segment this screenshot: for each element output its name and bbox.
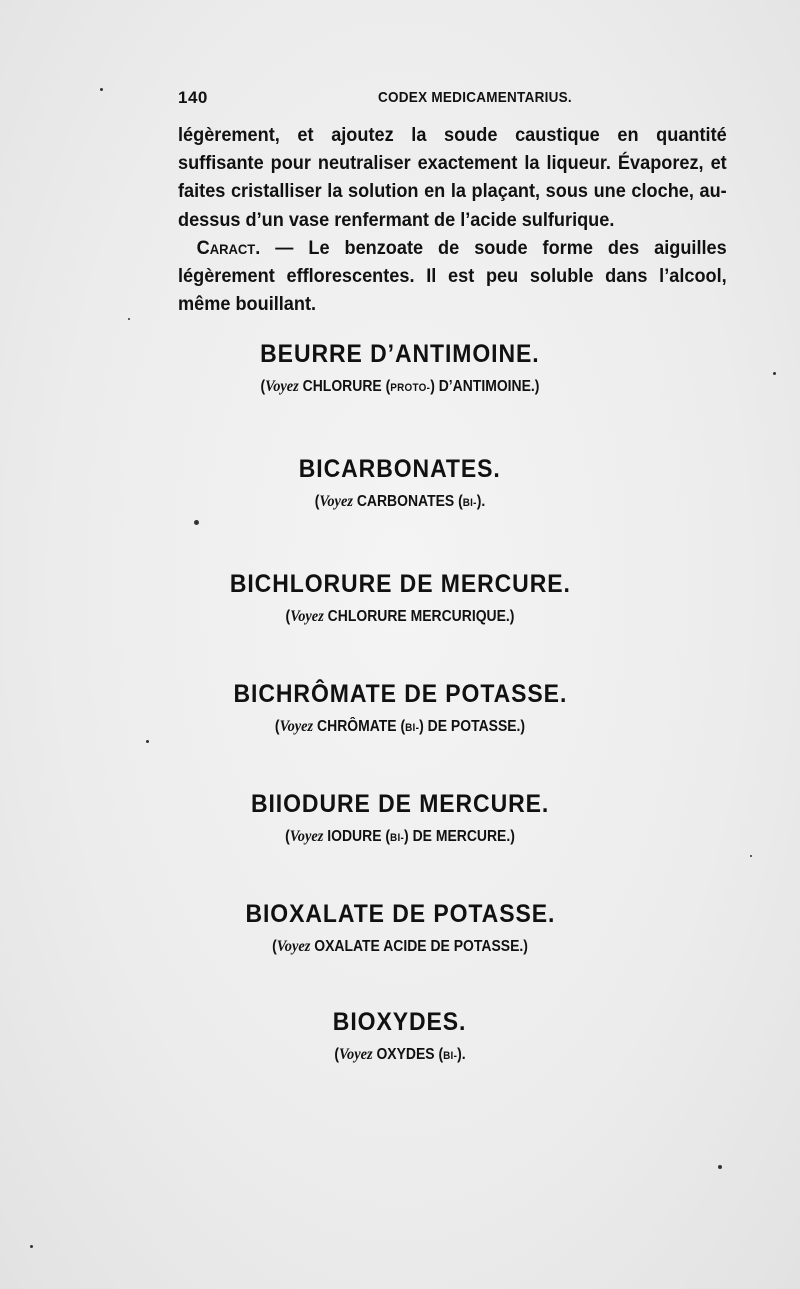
paragraph-characteristics: [178, 234, 727, 319]
entry-cross-reference: (Voyez CARBONATES (BI-).: [314, 493, 486, 510]
voyez-word: Voyez: [319, 493, 353, 510]
running-head: CODEX MEDICAMENTARIUS.: [378, 89, 572, 106]
voyez-word: Voyez: [279, 718, 314, 735]
entry-biiodure-mercure: [0, 790, 800, 846]
body-text: [178, 121, 727, 318]
entry-cross-reference: (Voyez CHRÔMATE (BI-) DE POTASSE.): [274, 718, 526, 735]
entry-title: BIOXALATE DE POTASSE.: [245, 900, 555, 928]
paper-speck: [194, 520, 199, 525]
entry-cross-reference: (Voyez CHLORURE (PROTO-) D’ANTIMOINE.): [260, 378, 540, 395]
paper-speck: [30, 1245, 33, 1248]
entry-title: BICHLORURE DE MERCURE.: [229, 570, 571, 598]
entry-title: BIOXYDES.: [333, 1008, 467, 1036]
caract-text: — Le benzoate de soude forme des aiguilles légèrement efflorescentes. Il est peu soluble dans l’alcool, même bouillant.: [178, 236, 727, 316]
paragraph-evaporation: légèrement, et ajoutez la soude caustique en quantité suffisante pour neutraliser exactement la liqueur. Évaporez, et faites cristalliser la solution en la plaçant, sous une cloche, au-dessus d’un vase renfermant de l’acide sulfurique.: [178, 124, 727, 231]
entry-title: BEURRE D’ANTIMOINE.: [260, 340, 540, 368]
entry-title: BICHRÔMATE DE POTASSE.: [233, 680, 567, 708]
entry-bichromate-potasse: [0, 680, 800, 736]
paper-speck: [773, 372, 776, 375]
voyez-word: Voyez: [338, 1046, 373, 1063]
voyez-word: Voyez: [290, 608, 324, 625]
paper-speck: [146, 740, 149, 743]
entry-cross-reference: (Voyez OXYDES (BI-).: [334, 1046, 466, 1063]
voyez-word: Voyez: [265, 378, 299, 395]
entry-bicarbonates: [0, 455, 800, 511]
voyez-word: Voyez: [276, 938, 311, 955]
entry-cross-reference: (Voyez CHLORURE MERCURIQUE.): [285, 608, 515, 625]
voyez-word: Voyez: [289, 828, 324, 845]
paper-speck: [128, 318, 130, 320]
caract-label: Caract.: [196, 236, 261, 259]
entry-cross-reference: (Voyez IODURE (BI-) DE MERCURE.): [285, 828, 515, 845]
entry-cross-reference: (Voyez OXALATE ACIDE DE POTASSE.): [272, 938, 528, 955]
page-header: [178, 88, 758, 110]
paper-speck: [718, 1165, 722, 1169]
paper-speck: [100, 88, 103, 91]
entry-bioxydes: [0, 1008, 800, 1064]
entry-title: BIIODURE DE MERCURE.: [250, 790, 550, 818]
entry-beurre-antimoine: [0, 340, 800, 396]
entry-bichlorure-mercure: [0, 570, 800, 626]
entry-bioxalate-potasse: [0, 900, 800, 956]
entry-title: BICARBONATES.: [299, 455, 501, 483]
page-number: 140: [178, 88, 208, 107]
paper-speck: [750, 855, 752, 857]
